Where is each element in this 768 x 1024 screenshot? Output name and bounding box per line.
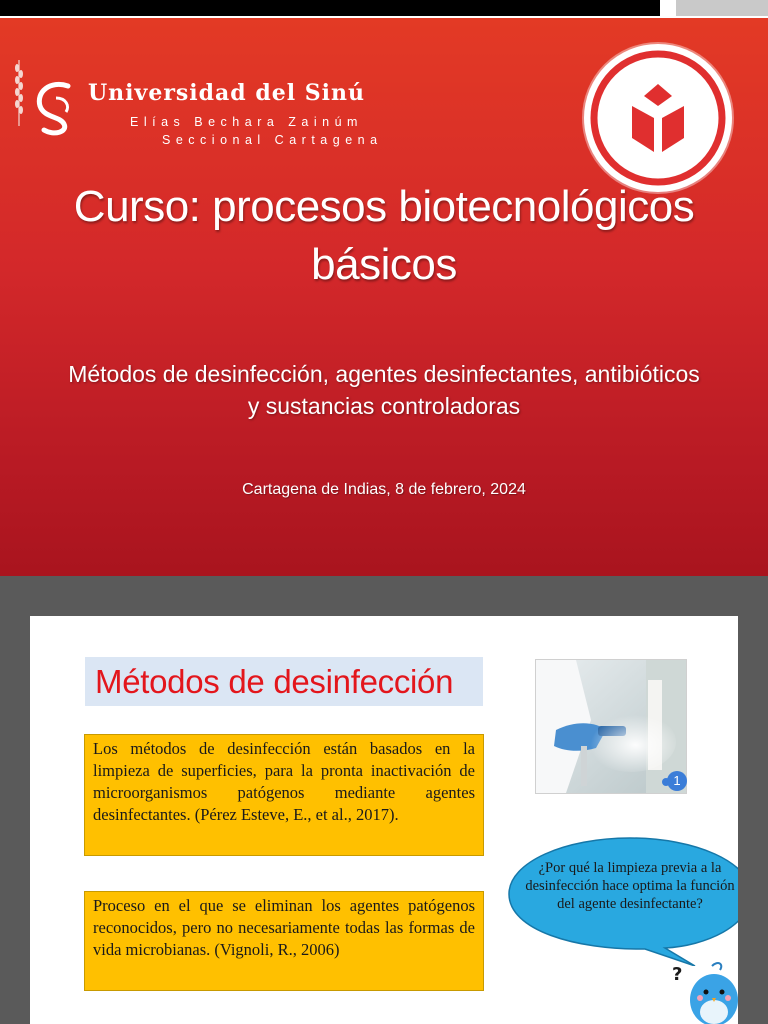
wheat-ornament-icon bbox=[14, 58, 24, 128]
presentation-subtitle: Métodos de desinfección, agentes desinfectantes, antibióticos y sustancias controladoras bbox=[68, 361, 700, 419]
slide-title: Métodos de desinfección bbox=[95, 663, 454, 700]
presentation-date: Cartagena de Indias, 8 de febrero, 2024 bbox=[242, 481, 526, 498]
slide-title-box bbox=[85, 657, 483, 706]
disinfection-photo bbox=[535, 659, 687, 794]
bird-mascot-icon bbox=[668, 960, 738, 1024]
definition-box-1: Los métodos de desinfección están basados en la limpieza de superficies, para la pronta inactivación de microorganismos patógenos mediante agentes desinfectantes. (Pérez Esteve, E., et al., 2017). bbox=[84, 734, 484, 856]
seal-logo bbox=[584, 44, 732, 192]
definition-box-2: Proceso en el que se eliminan los agentes patógenos reconocidos, pero no necesariamente todas las formas de vida microbianas. (Vignoli, R., 2006) bbox=[84, 891, 484, 991]
university-monogram-logo bbox=[30, 76, 78, 136]
image-reference-badge: 1 bbox=[667, 771, 687, 791]
university-founder: Elías Bechara Zainúm bbox=[130, 115, 363, 129]
top-bar-dark-strip bbox=[0, 0, 660, 16]
top-bar bbox=[0, 0, 768, 18]
course-title: Curso: procesos biotecnológicos básicos bbox=[73, 182, 695, 289]
question-text: ¿Por qué la limpieza previa a la desinfección hace optima la función del agente desinfectante? bbox=[525, 860, 735, 912]
title-slide bbox=[0, 18, 768, 576]
top-bar-grey-block bbox=[676, 0, 768, 16]
university-name: Universidad del Sinú bbox=[88, 80, 365, 106]
bird-question-mark: ? bbox=[672, 964, 683, 985]
university-campus: Seccional Cartagena bbox=[162, 133, 383, 147]
content-slide bbox=[30, 616, 738, 1024]
